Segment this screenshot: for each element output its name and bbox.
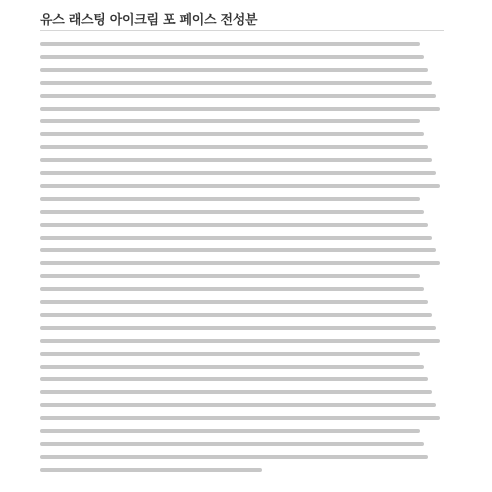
text-line [40,429,420,433]
text-line [40,455,428,459]
text-line [40,261,440,265]
text-line [40,403,436,407]
text-line [40,236,432,240]
text-line [40,145,428,149]
text-line [40,352,420,356]
text-line [40,468,262,472]
text-line [40,158,432,162]
text-line [40,55,424,59]
text-line [40,107,440,111]
text-line [40,132,424,136]
text-line [40,313,432,317]
text-line [40,377,428,381]
text-line [40,248,436,252]
text-line [40,300,428,304]
text-line [40,390,432,394]
text-line [40,442,424,446]
page-title: 유스 래스팅 아이크림 포 페이스 전성분 [40,13,258,28]
text-line [40,42,420,46]
text-line [40,81,432,85]
text-line [40,416,440,420]
text-line [40,210,424,214]
text-line [40,119,420,123]
text-line [40,197,420,201]
text-line [40,68,428,72]
text-line [40,274,420,278]
text-line [40,365,424,369]
text-line [40,94,436,98]
title-divider [40,30,444,31]
text-line [40,339,440,343]
text-line [40,171,436,175]
text-line [40,287,424,291]
text-line [40,326,436,330]
text-line [40,184,440,188]
text-line [40,223,428,227]
ingredient-list-text [40,38,444,484]
